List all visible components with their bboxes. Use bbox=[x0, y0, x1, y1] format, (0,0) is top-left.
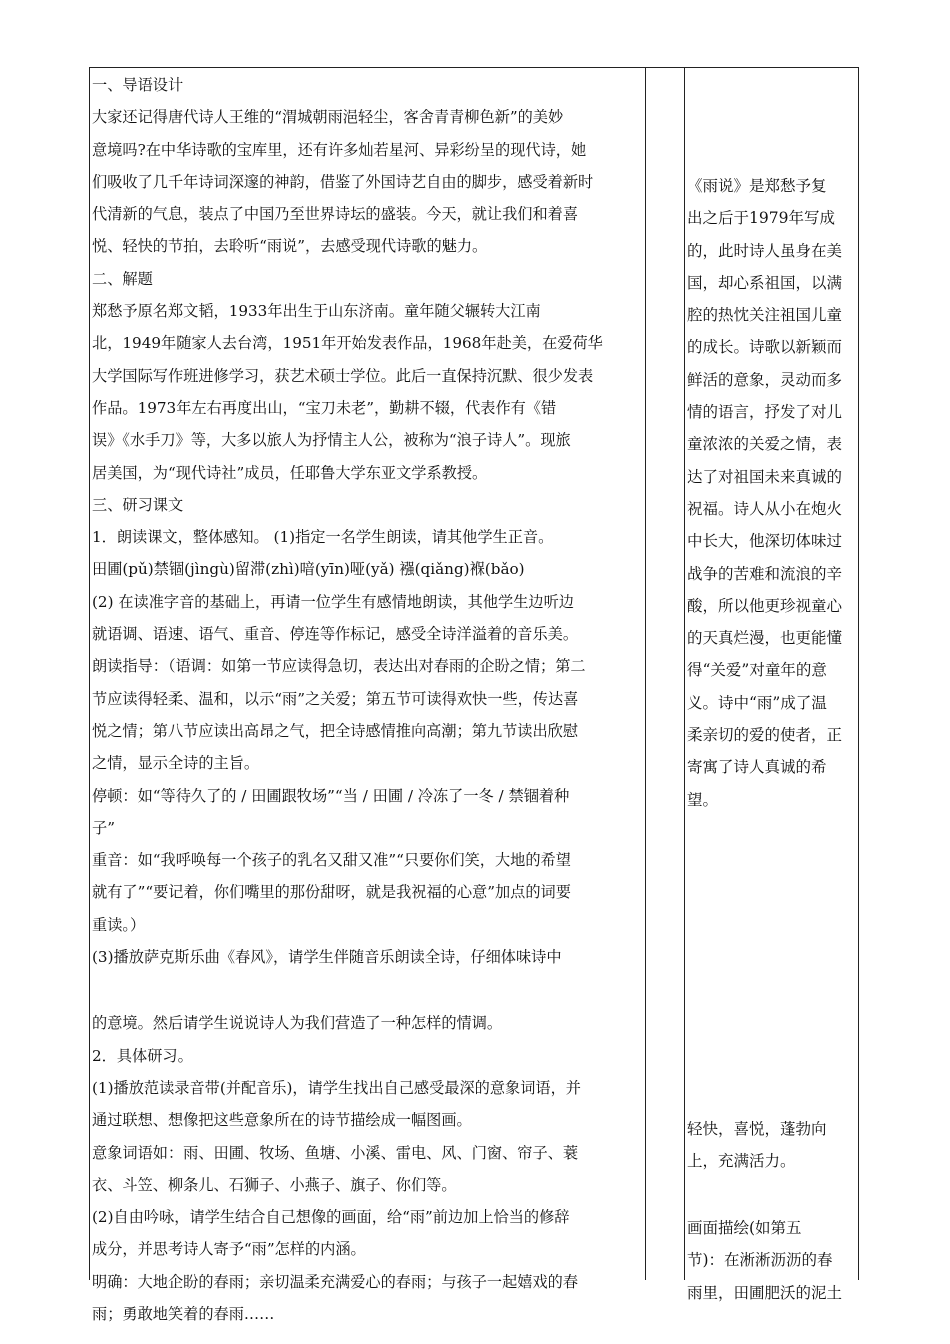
main-content-column bbox=[92, 69, 642, 1330]
note-line: 的天真烂漫，也更能懂 bbox=[687, 629, 843, 648]
text-line: 之情，显示全诗的主旨。 bbox=[92, 754, 260, 773]
text-line: 意象词语如：雨、田圃、牧场、鱼塘、小溪、雷电、风、门窗、帘子、蓑 bbox=[92, 1143, 578, 1162]
text-line: 悦之情；第八节应读出高昂之气，把全诗感情推向高潮；第九节读出欣慰 bbox=[92, 721, 578, 740]
text-line: 大家还记得唐代诗人王维的“渭城朝雨浥轻尘，客舍青青柳色新”的美妙 bbox=[92, 108, 564, 127]
heading-study-text: 三、研习课文 bbox=[92, 495, 184, 514]
text-line: (1)播放范读录音带(并配音乐)，请学生找出自己感受最深的意象词语，并 bbox=[92, 1078, 581, 1097]
note-line: 寄寓了诗人真诚的希 bbox=[687, 758, 827, 777]
text-line: 郑愁予原名郑文韬，1933年出生于山东济南。童年随父辗转大江南 bbox=[92, 302, 541, 321]
note-line: 中长大，他深切体味过 bbox=[687, 532, 843, 551]
text-line: 衣、斗笠、柳条儿、石狮子、小燕子、旗子、你们等。 bbox=[92, 1175, 457, 1194]
note-line: 达了对祖国未来真诚的 bbox=[687, 467, 843, 486]
text-line: 大学国际写作班进修学习，获艺术硕士学位。此后一直保持沉默、很少发表 bbox=[92, 366, 594, 385]
note-line: 义。诗中“雨”成了温 bbox=[687, 693, 827, 712]
text-line: 作品。1973年左右再度出山，“宝刀未老”，勤耕不辍，代表作有《错 bbox=[92, 398, 557, 417]
note-line: 战争的苦难和流浪的辛 bbox=[687, 564, 843, 583]
text-line: 2．具体研习。 bbox=[92, 1046, 193, 1065]
text-line: 子” bbox=[92, 818, 115, 837]
note-line: 情的语言，抒发了对儿 bbox=[687, 403, 843, 422]
text-line: 就语调、语速、语气、重音、停连等作标记，感受全诗洋溢着的音乐美。 bbox=[92, 625, 578, 644]
text-line: 们吸收了几千年诗词深邃的神韵，借鉴了外国诗艺自由的脚步，感受着新时 bbox=[92, 172, 594, 191]
column-divider bbox=[684, 67, 685, 1280]
text-line: 误》《水手刀》等，大多以旅人为抒情主人公，被称为“浪子诗人”。现旅 bbox=[92, 431, 571, 450]
side-note-mood bbox=[687, 1113, 855, 1178]
text-line: 就有了”“要记着，你们嘴里的那份甜呀，就是我祝福的心意”加点的词要 bbox=[92, 883, 571, 902]
note-line: 酸，所以他更珍视童心 bbox=[687, 596, 843, 615]
text-line: 节应读得轻柔、温和，以示“雨”之关爱；第五节可读得欢快一些，传达喜 bbox=[92, 689, 579, 708]
note-line: 的成长。诗歌以新颖而 bbox=[687, 338, 843, 357]
text-line: (3)播放萨克斯乐曲《春风》，请学生伴随音乐朗读全诗，仔细体味诗中 bbox=[92, 948, 562, 967]
text-line: 朗读指导：（语调：如第一节应读得急切，表达出对春雨的企盼之情；第二 bbox=[92, 657, 586, 676]
heading-intro: 一、导语设计 bbox=[92, 76, 184, 94]
text-line: 雨；勇敢地笑着的春雨…… bbox=[92, 1304, 275, 1323]
text-line: 悦、轻快的节拍，去聆听“雨说”，去感受现代诗歌的魅力。 bbox=[92, 237, 488, 256]
text-line: 北，1949年随家人去台湾，1951年开始发表作品，1968年赴美，在爱荷华 bbox=[92, 334, 603, 353]
note-line: 的，此时诗人虽身在美 bbox=[687, 241, 843, 260]
side-note-summary bbox=[687, 170, 855, 816]
text-line: 停顿：如“等待久了的 / 田圃跟牧场”“当 / 田圃 / 冷冻了一冬 / 禁锢着种 bbox=[92, 786, 570, 805]
note-line: 得“关爱”对童年的意 bbox=[687, 661, 827, 680]
text-line: 代清新的气息，装点了中国乃至世界诗坛的盛装。今天，就让我们和着喜 bbox=[92, 205, 578, 224]
note-line: 《雨说》是郑愁予复 bbox=[687, 177, 827, 195]
note-line: 鲜活的意象，灵动而多 bbox=[687, 370, 843, 389]
note-line: 节)：在淅淅沥沥的春 bbox=[687, 1251, 833, 1270]
column-divider bbox=[645, 67, 646, 1280]
text-line: 居美国，为“现代诗社”成员，任耶鲁大学东亚文学系教授。 bbox=[92, 463, 488, 482]
text-line: (2) 在读准字音的基础上，再请一位学生有感情地朗读，其他学生边听边 bbox=[92, 592, 574, 611]
text-line: 意境吗?在中华诗歌的宝库里，还有许多灿若星河、异彩纷呈的现代诗，她 bbox=[92, 140, 587, 159]
pronunciation-line: 田圃(pǔ)禁锢(jìngù)留滞(zhì)喑(yīn)哑(yǎ) 襁(qiǎng)褓(bǎo) bbox=[92, 560, 525, 579]
note-line: 上，充满活力。 bbox=[687, 1152, 796, 1171]
text-line: 通过联想、想像把这些意象所在的诗节描绘成一幅图画。 bbox=[92, 1111, 472, 1130]
note-line: 出之后于1979年写成 bbox=[687, 209, 835, 228]
text-line: 成分，并思考诗人寄予“雨”怎样的内涵。 bbox=[92, 1240, 366, 1259]
side-note-imagery bbox=[687, 1212, 855, 1309]
note-line: 腔的热忱关注祖国儿童 bbox=[687, 306, 843, 325]
text-line: 重音：如“我呼唤每一个孩子的乳名又甜又准”“只要你们笑，大地的希望 bbox=[92, 851, 571, 870]
text-line: 明确：大地企盼的春雨；亲切温柔充满爱心的春雨；与孩子一起嬉戏的春 bbox=[92, 1272, 578, 1291]
note-line: 祝福。诗人从小在炮火 bbox=[687, 499, 843, 518]
text-line: 的意境。然后请学生说说诗人为我们营造了一种怎样的情调。 bbox=[92, 1014, 503, 1033]
note-line: 轻快，喜悦，蓬勃向 bbox=[687, 1120, 827, 1138]
text-line: (2)自由吟咏，请学生结合自己想像的画面，给“雨”前边加上恰当的修辞 bbox=[92, 1208, 570, 1227]
note-line: 雨里，田圃肥沃的泥土 bbox=[687, 1283, 843, 1302]
text-line: 重读。） bbox=[92, 915, 146, 934]
blank-line bbox=[92, 973, 642, 1007]
note-line: 国，却心系祖国，以满 bbox=[687, 273, 843, 292]
note-line: 童浓浓的关爱之情，表 bbox=[687, 435, 843, 454]
heading-title-explanation: 二、解题 bbox=[92, 269, 153, 288]
note-line: 望。 bbox=[687, 790, 719, 809]
note-line: 画面描绘(如第五 bbox=[687, 1219, 802, 1237]
text-line: 1．朗读课文，整体感知。 (1)指定一名学生朗读，请其他学生正音。 bbox=[92, 528, 554, 547]
note-line: 柔亲切的爱的使者，正 bbox=[687, 726, 843, 745]
